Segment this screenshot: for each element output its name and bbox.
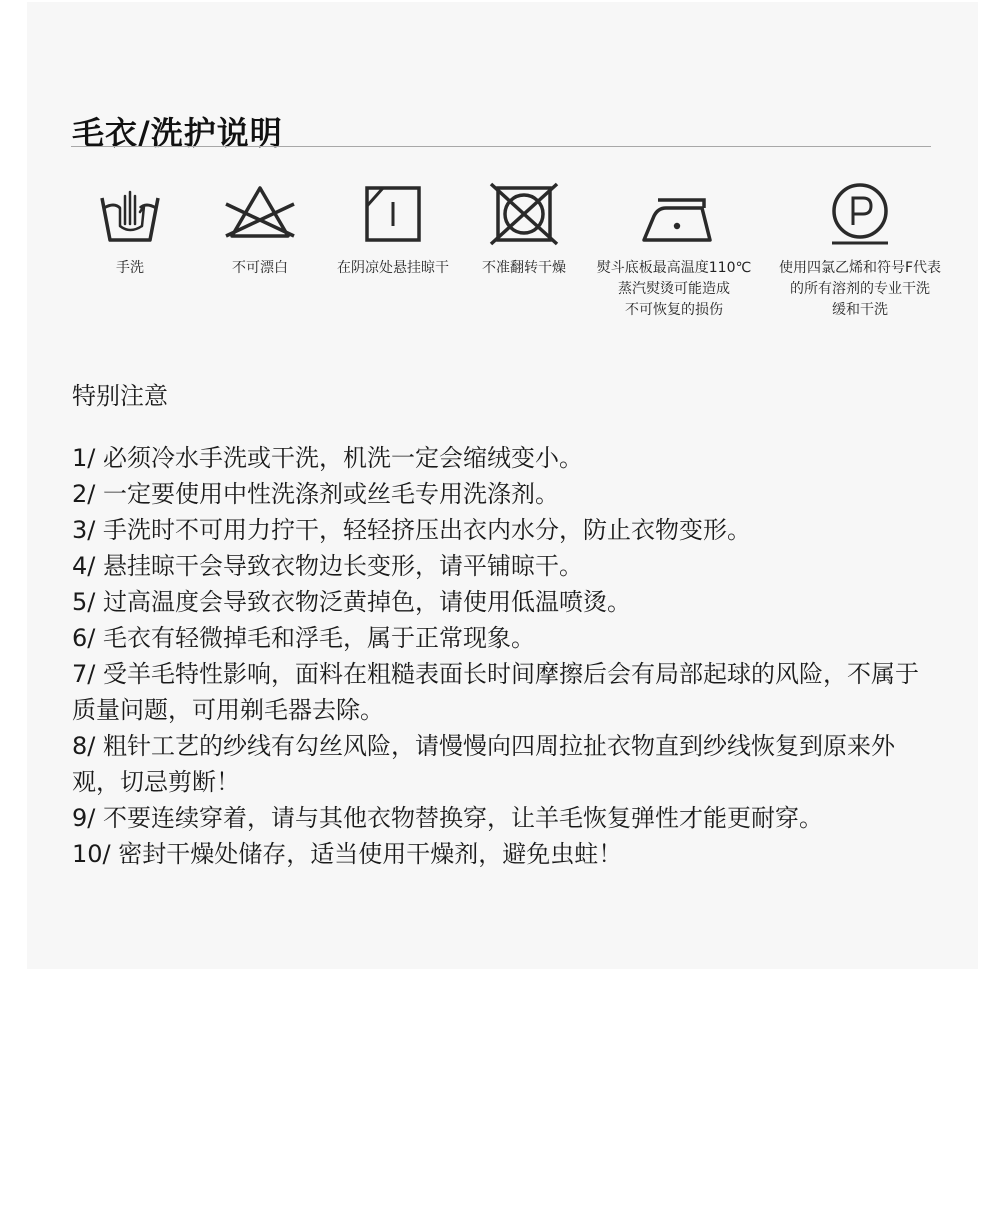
care-label: 在阴凉处悬挂晾干: [337, 260, 449, 276]
note-item: 7/ 受羊毛特性影响，面料在粗糙表面长时间摩擦后会有局部起球的风险，不属于质量问题，可用剃毛器去除。: [72, 660, 919, 724]
note-item: 5/ 过高温度会导致衣物泛黄掉色，请使用低温喷烫。: [72, 588, 631, 616]
page-title: 毛衣/洗护说明: [72, 114, 283, 153]
note-item: 10/ 密封干燥处储存，适当使用干燥剂，避免虫蛀！: [72, 840, 623, 868]
care-item-dry-clean: [770, 182, 950, 321]
notes-section-title: 特别注意: [72, 382, 168, 410]
care-label: 熨斗底板最高温度110℃ 蒸汽熨烫可能造成 不可恢复的损伤: [596, 260, 752, 318]
title-divider: [71, 146, 931, 147]
note-item: 9/ 不要连续穿着，请与其他衣物替换穿，让羊毛恢复弹性才能更耐穿。: [72, 804, 823, 832]
care-label: 不可漂白: [232, 260, 288, 276]
care-label: 使用四氯乙烯和符号F代表 的所有溶剂的专业干洗 缓和干洗: [778, 260, 942, 318]
care-label: 手洗: [116, 260, 144, 276]
care-icons-row: [0, 182, 1000, 322]
note-item: 8/ 粗针工艺的纱线有勾丝风险，请慢慢向四周拉扯衣物直到纱线恢复到原来外观，切忌剪断！: [72, 732, 895, 796]
care-item-iron: [584, 182, 764, 321]
care-label: 不准翻转干燥: [482, 260, 566, 276]
note-item: 1/ 必须冷水手洗或干洗，机洗一定会缩绒变小。: [72, 444, 583, 472]
iron-low-temperature-icon: [584, 182, 764, 246]
note-item: 4/ 悬挂晾干会导致衣物边长变形，请平铺晾干。: [72, 552, 583, 580]
note-item: 3/ 手洗时不可用力拧干，轻轻挤压出衣内水分，防止衣物变形。: [72, 516, 751, 544]
professional-dry-clean-p-icon: [770, 182, 950, 246]
note-item: 2/ 一定要使用中性洗涤剂或丝毛专用洗涤剂。: [72, 480, 559, 508]
note-item: 6/ 毛衣有轻微掉毛和浮毛，属于正常现象。: [72, 624, 535, 652]
notes-list: [72, 440, 932, 872]
